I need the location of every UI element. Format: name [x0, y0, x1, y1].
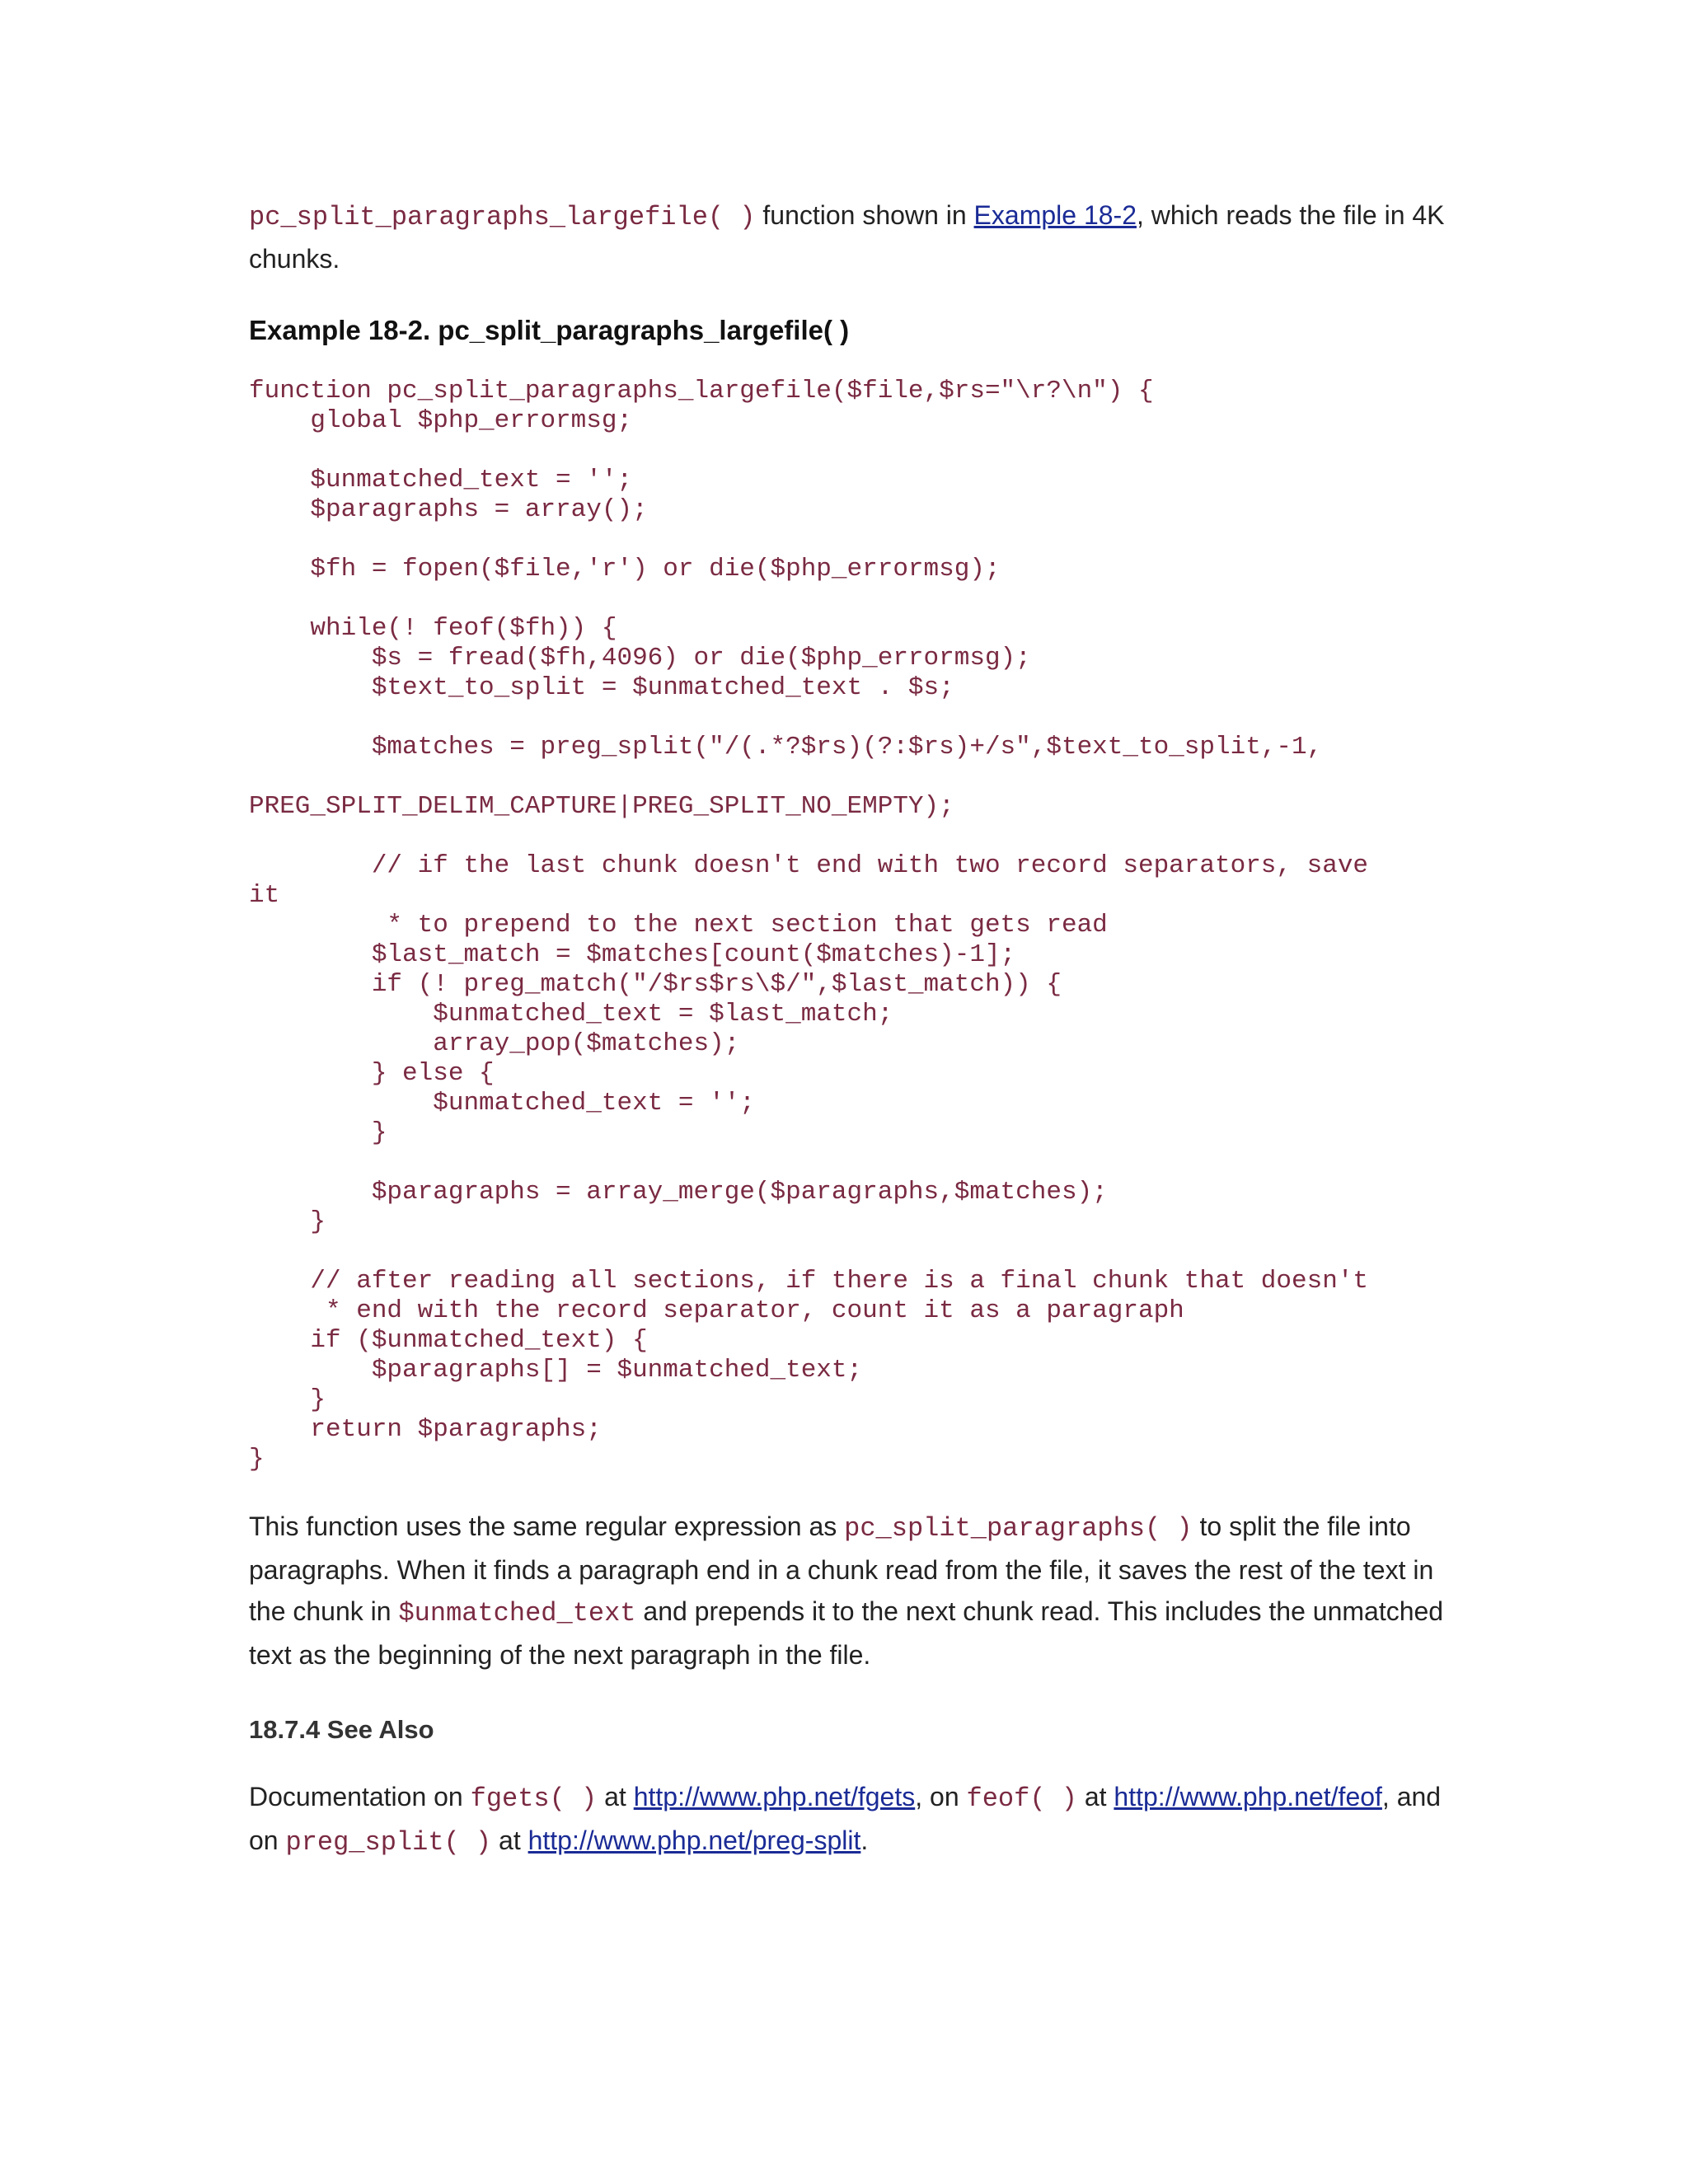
inline-code-preg-split: preg_split( ) [285, 1827, 492, 1858]
see-also-text-end: . [860, 1825, 869, 1855]
page-content [249, 194, 1452, 1863]
intro-paragraph [249, 194, 1452, 279]
explanation-text: This function uses the same regular expression as [249, 1511, 845, 1541]
inline-code-feof: feof( ) [966, 1783, 1077, 1814]
inline-code-fgets: fgets( ) [470, 1783, 598, 1814]
inline-code-function-name: pc_split_paragraphs_largefile( ) [249, 202, 756, 232]
intro-text-tail: , which reads the file in 4K chunks. [249, 200, 1445, 274]
example-title: Example 18-2. pc_split_paragraphs_largefile( ) [249, 315, 850, 345]
explanation-text-tail: and prepends it to the next chunk read. This includes the unmatched text as the beginning of the next paragraph in the file. [249, 1596, 1444, 1670]
see-also-at-2: at [1076, 1782, 1114, 1811]
explanation-text-middle: to split the file into paragraphs. When it finds a paragraph end in a chunk read from the file, it saves the rest of the text in the chunk in [249, 1511, 1434, 1626]
inline-code-unmatched-text: $unmatched_text [398, 1598, 636, 1629]
see-also-text-3: , and on [249, 1782, 1442, 1855]
example-link[interactable]: Example 18-2 [973, 200, 1137, 230]
see-also-text: Documentation on [249, 1782, 471, 1811]
see-also-text-2: , on [915, 1782, 967, 1811]
see-also-paragraph [249, 1776, 1452, 1863]
see-also-at-3: at [491, 1825, 528, 1855]
intro-text: function shown in [755, 200, 974, 230]
explanation-paragraph [249, 1506, 1452, 1675]
fgets-doc-link[interactable]: http://www.php.net/fgets [633, 1782, 916, 1811]
feof-doc-link[interactable]: http://www.php.net/feof [1114, 1782, 1382, 1811]
preg-split-doc-link[interactable]: http://www.php.net/preg-split [528, 1825, 861, 1855]
inline-code-split-paragraphs: pc_split_paragraphs( ) [844, 1513, 1193, 1544]
see-also-at-1: at [597, 1782, 634, 1811]
code-listing: function pc_split_paragraphs_largefile($file,$rs="\r?\n") { global $php_errormsg; $unmatched_text = ''; $paragraphs = array(); $fh = fopen($file,'r') or die($php_errormsg); while(! feof($fh)) { $s = fread($fh,4096) or die($php_errormsg); $text_to_split = $unmatched_text . $s; $matches = preg_split("/(.*?$rs)(?:$rs)+/s",$text_to_split,-1, PREG_SPLIT_DELIM_CAPTURE|PREG_SPLIT_NO_EMPTY); // if the last chunk doesn't end with two record separators, save it * to prepend to the next section that gets read $last_match = $matches[count($matches)-1]; if (! preg_match("/$rs$rs\$/",$last_match)) { $unmatched_text = $last_match; array_pop($matches); } else { $unmatched_text = ''; } $paragraphs = array_merge($paragraphs,$matches); } // after reading all sections, if there is a final chunk that doesn't * end with the record separator, count it as a paragraph if ($unmatched_text) { $paragraphs[] = $unmatched_text; } return $paragraphs; } [249, 377, 1369, 1474]
section-heading-see-also: 18.7.4 See Also [249, 1715, 434, 1744]
